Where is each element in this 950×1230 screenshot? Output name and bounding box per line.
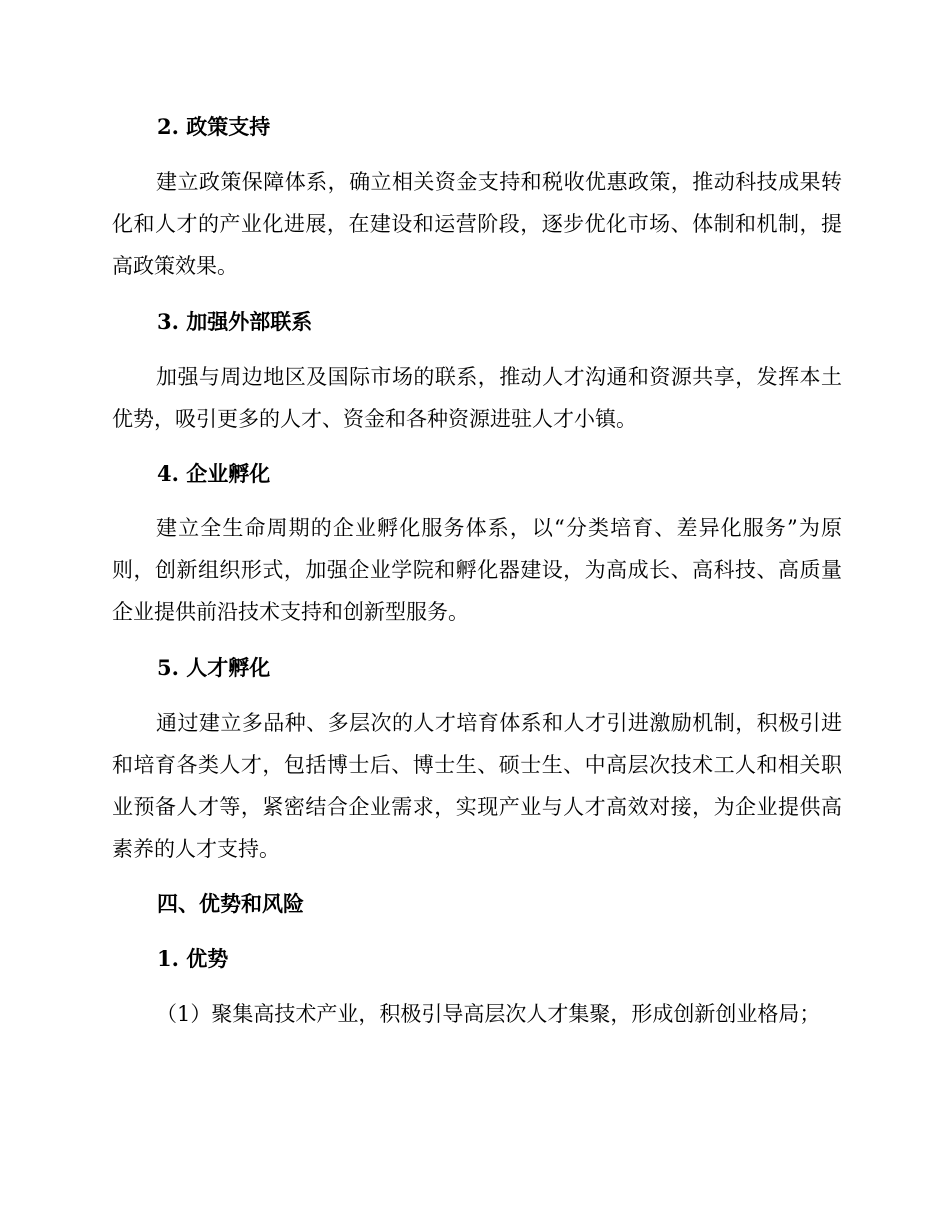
section-heading-enterprise-incubation: 4. 企业孵化 (157, 461, 271, 486)
section-heading-policy-support: 2. 政策支持 (157, 114, 271, 139)
section-body-enterprise-incubation: 建立全生命周期的企业孵化服务体系，以“分类培育、差异化服务”为原则，创新组织形式，加强企业学院和孵化器建设，为高成长、高科技、高质量企业提供前沿技术支持和创新型服务。 (112, 516, 842, 624)
section-body-external-links: 加强与周边地区及国际市场的联系，推动人才沟通和资源共享，发挥本土优势，吸引更多的人才、资金和各种资源进驻人才小镇。 (112, 365, 842, 431)
chapter-heading: 四、优势和风险 (157, 891, 304, 916)
section-body-policy-support: 建立政策保障体系，确立相关资金支持和税收优惠政策，推动科技成果转化和人才的产业化进展，在建设和运营阶段，逐步优化市场、体制和机制，提高政策效果。 (112, 170, 842, 278)
section-body-talent-incubation: 通过建立多品种、多层次的人才培育体系和人才引进激励机制，积极引进和培育各类人才，包括博士后、博士生、硕士生、中高层次技术工人和相关职业预备人才等，紧密结合企业需求，实现产业与人才高效对接，为企业提供高素养的人才支持。 (112, 711, 842, 861)
section-heading-talent-incubation: 5. 人才孵化 (157, 655, 271, 680)
subheading-advantages: 1. 优势 (157, 946, 229, 971)
advantage-item-1: （1）聚集高技术产业，积极引导高层次人才集聚，形成创新创业格局； (156, 1002, 821, 1026)
section-heading-external-links: 3. 加强外部联系 (157, 309, 313, 334)
